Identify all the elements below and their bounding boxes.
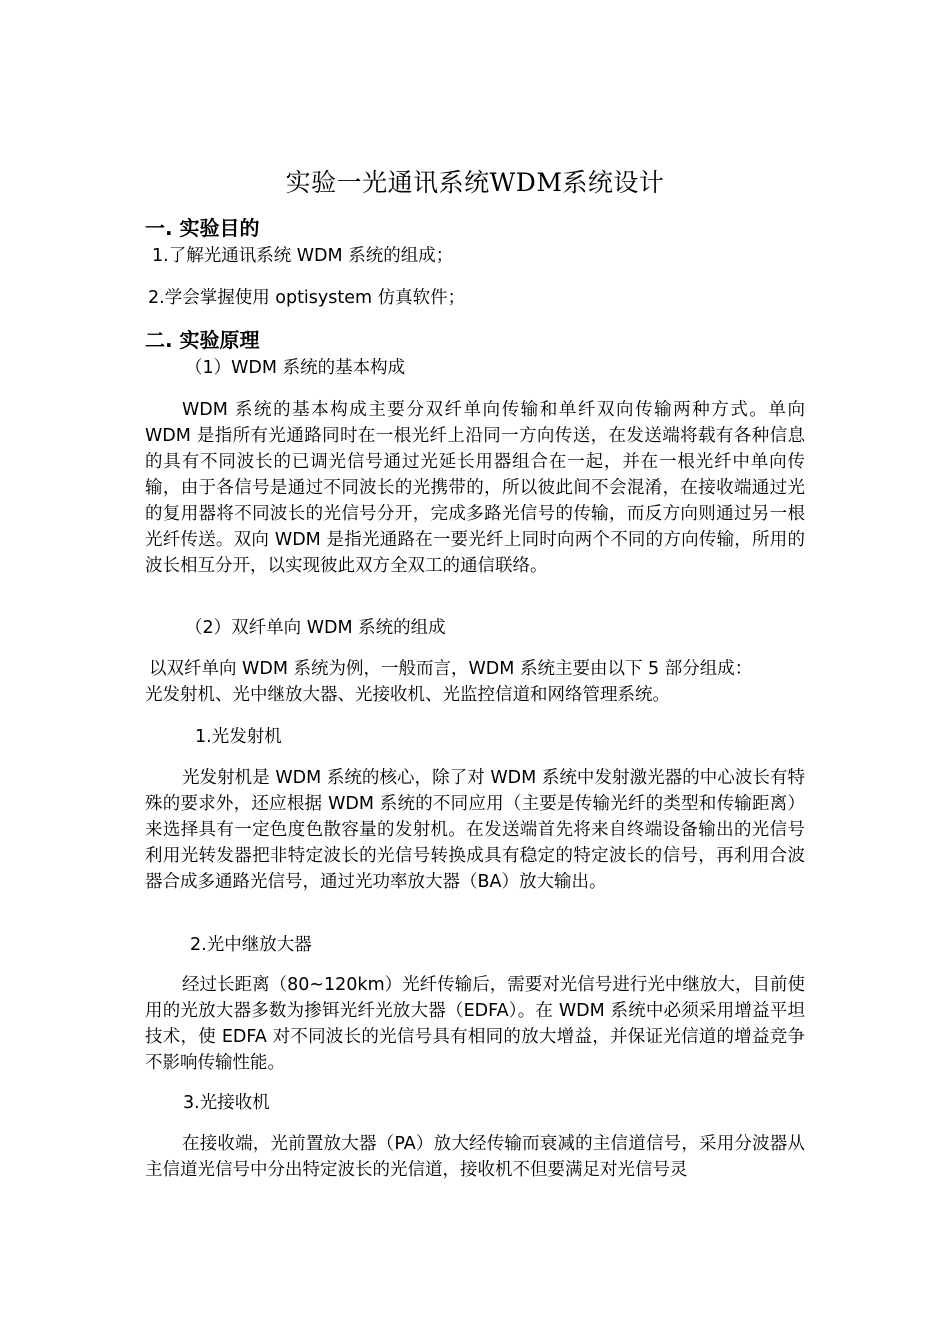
paragraph-receiver: 在接收端，光前置放大器（PA）放大经传输而衰减的主信道信号，采用分波器从主信道光信号中分出特定波长的光信道，接收机不但要满足对光信号灵 [145,1134,805,1180]
subsection-heading-system-composition: （2）双纤单向 WDM 系统的组成 [185,618,446,638]
composition-intro-line-2: 光发射机、光中继放大器、光接收机、光监控信道和网络管理系统。 [145,685,670,705]
paragraph-basic-structure: WDM 系统的基本构成主要分双纤单向传输和单纤双向传输两种方式。单向 WDM 是指所有光通路同时在一根光纤上沿同一方向传送，在发送端将载有各种信息的具有不同波长的已调光信号通过光延长用器组合在一起，并在一根光纤中单向传输，由于各信号是通过不同波长的光携带的，所以彼此间不会混淆，在接收端通过光的复用器将不同波长的光信号分开，完成多路光信号的传输，而反方向则通过另一根光纤传送。双向 WDM 是指光通路在一要光纤上同时向两个不同的方向传输，所用的波长相互分开，以实现彼此双方全双工的通信联络。 [145,400,805,576]
section-heading-principle: 二. 实验原理 [145,328,260,352]
paragraph-transmitter: 光发射机是 WDM 系统的核心，除了对 WDM 系统中发射激光器的中心波长有特殊的要求外，还应根据 WDM 系统的不同应用（主要是传输光纤的类型和传输距离）来选择具有一定色度色散容量的发射机。在发送端首先将来自终端设备输出的光信号利用光转发器把非特定波长的光信号转换成具有稳定的特定波长的信号，再利用合波器合成多通路光信号，通过光功率放大器（BA）放大输出。 [145,768,805,892]
part-heading-receiver: 3.光接收机 [183,1093,270,1113]
subsection-heading-basic-structure: （1）WDM 系统的基本构成 [185,358,406,378]
section-heading-purpose: 一. 实验目的 [145,216,260,240]
composition-intro-line-1: 以双纤单向 WDM 系统为例，一般而言，WDM 系统主要由以下 5 部分组成： [149,659,753,679]
part-heading-transmitter: 1.光发射机 [195,727,282,747]
document-title: 实验一光通讯系统WDM系统设计 [285,168,665,197]
purpose-item-2: 2.学会掌握使用 optisystem 仿真软件； [148,288,466,308]
part-heading-repeater-amplifier: 2.光中继放大器 [190,935,312,955]
paragraph-repeater-amplifier: 经过长距离（80~120km）光纤传输后，需要对光信号进行光中继放大，目前使用的光放大器多数为掺铒光纤光放大器（EDFA）。在 WDM 系统中必须采用增益平坦技术，使 EDFA 对不同波长的光信号具有相同的放大增益，并保证光信道的增益竞争不影响传输性能。 [145,975,805,1073]
purpose-item-1: 1.了解光通讯系统 WDM 系统的组成； [152,246,454,266]
